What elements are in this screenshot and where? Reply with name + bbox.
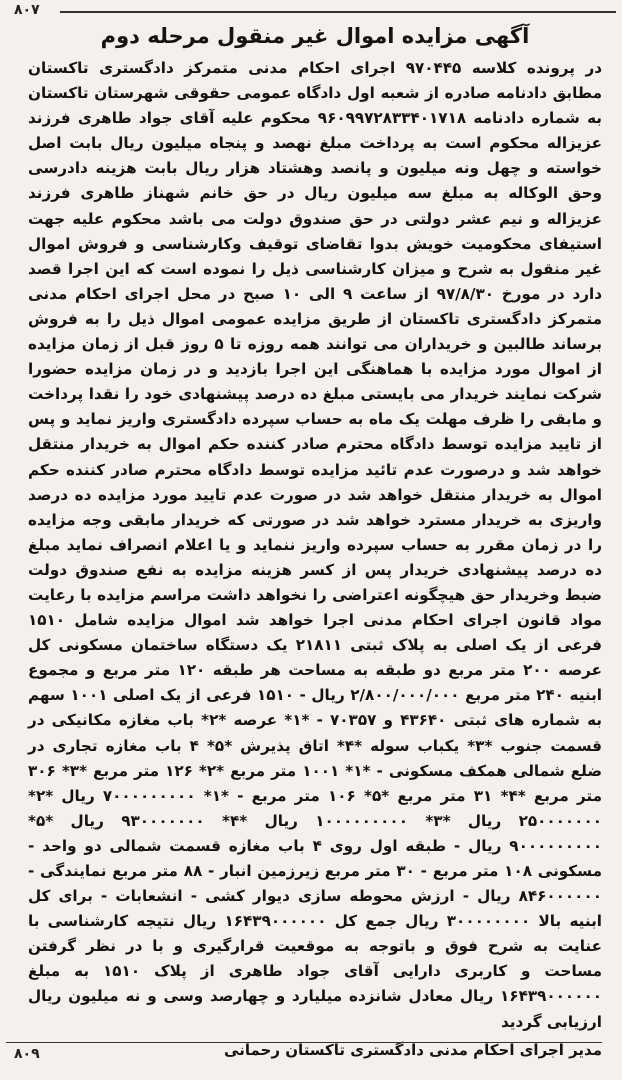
ad-code-top: ۸۰۷ bbox=[14, 2, 40, 18]
ad-code-bottom: ۸۰۹ bbox=[14, 1046, 40, 1062]
ad-signature: مدیر اجرای احکام مدنی دادگستری تاکستان رحمانی bbox=[224, 1040, 602, 1059]
ad-title: آگهی مزایده اموال غیر منقول مرحله دوم bbox=[100, 24, 530, 48]
bottom-divider bbox=[6, 1042, 602, 1043]
ad-body: در پرونده کلاسه ۹۷۰۴۴۵ اجرای احکام مدنی متمرکز دادگستری تاکستان مطابق دادنامه صادره از شعبه اول دادگاه عمومی حقوقی شهرستان تاکستان به شماره دادنامه ۹۶۰۹۹۷۲۸۳۳۴۰۱۷۱۸ محکوم علیه آقای جواد طاهری فرزند عزیزاله محکوم است به پرداخت مبلغ نهصد و پنجاه میلیون ریال بابت اصل خواسته و چهل ونه میلیون و پانصد وهشتاد هزار ریال بابت هزینه دادرسی وحق الوکاله به مبلغ سه میلیون ریال در حق خانم شهناز طاهری فرزند عزیزاله و نیم عشر دولتی در حق صندوق دولت می باشد محکوم علیه جهت استیفای محکومیت خویش بدوا تقاضای توقیف وکارشناسی و فروش اموال غیر منقول به شرح و میزان کارشناسی ذیل را نموده است که این اجرا قصد دارد در مورخ ۹۷/۸/۳۰ از ساعت ۹ الی ۱۰ صبح در محل اجرای احکام مدنی متمرکز دادگستری تاکستان از طریق مزایده عمومی اموال ذیل را به فروش برساند طالبین و خریداران می توانند همه روزه تا ۵ روز قبل از زمان مزایده از اموال مورد مزایده با هماهنگی این اجرا بازدید و در زمان مزایده حضورا شرکت نمایند خریدار می بایستی مبلغ ده درصد پیشنهادی خود را نقدا پرداخت و مابقی را ظرف مهلت یک ماه به حساب سپرده دادگستری واریز نماید و پس از تایید مزایده توسط دادگاه محترم صادر کننده حکم اموال به خریدار منتقل خواهد شد و درصورت عدم تائید مزایده توسط دادگاه محترم صادر کننده حکم اموال به خریدار منتقل خواهد شد در صورت عدم تایید مورد مزایده ده درصد واریزی به خریدار مسترد خواهد شد در صورتی که خریدار مابقی وجه مزایده را در زمان مقرر به حساب سپرده واریز ننماید و یا اعلام انصراف نماید مبلغ ده درصد پیشنهادی خریدار پس از کسر هزینه مزایده به نفع صندوق دولت ضبط وخریدار حق هیچگونه اعتراضی را نخواهد داشت مراسم مزایده با رعایت مواد قانون اجرای احکام مدنی اجرا خواهد شد اموال مزایده شامل ۱۵۱۰ فرعی از یک اصلی به پلاک ثبتی ۲۱۸۱۱ یک دستگاه ساختمان مسکونی کل عرصه ۲۰۰ متر مربع دو طبقه به مساحت هر طبقه ۱۲۰ متر مربع و مجموع ابنیه ۲۴۰ متر مربع ۲/۸۰۰/۰۰۰/۰۰۰ ریال - ۱۵۱۰ فرعی از یک اصلی ۱۰۰۱ سهم به شماره های ثبتی ۴۳۶۴۰ و ۷۰۳۵۷ - *۱* عرصه *۲* باب مغازه مکانیکی در قسمت جنوب *۳* یکباب سوله *۴* اتاق پذیرش *۵* ۴ باب مغازه تجاری در ضلع شمالی همکف مسکونی - *۱* ۱۰۰۱ متر مربع *۲* ۱۲۶ متر مربع *۳* ۳۰۶ متر مربع *۴* ۳۱ متر مربع *۵* ۱۰۶ متر مربع - *۱* ۷۰۰۰۰۰۰۰۰۰ ریال *۲* ۲۵۰۰۰۰۰۰۰ ریال *۳* ۱۰۰۰۰۰۰۰۰۰ ریال *۴* ۹۳۰۰۰۰۰۰۰ ریال *۵* ۹۰۰۰۰۰۰۰۰۰ ریال - طبقه اول روی ۴ باب مغازه قسمت شمالی دو واحد - مسکونی ۱۰۸ متر مربع - ۳۰ متر مربع زیرزمین انبار - ۸۸ متر مربع نمایندگی - ۸۴۶۰۰۰۰۰۰ ریال - ارزش محوطه سازی دیوار کشی - انشعابات - برای کل ابنیه بالا ۳۰۰۰۰۰۰۰۰ ریال جمع کل ۱۶۴۳۹۰۰۰۰۰۰ ریال نتیجه کارشناسی با عنایت به شرح فوق و باتوجه به موقعیت قرارگیری و با در نظر گرفتن مساحت و کاربری دارایی آقای جواد طاهری از پلاک ۱۵۱۰ به مبلغ ۱۶۴۳۹۰۰۰۰۰۰ ریال معادل شانزده میلیارد و چهارصد وسی و نه میلیون ریال ارزیابی گردید bbox=[28, 59, 603, 1031]
top-divider bbox=[60, 11, 616, 13]
